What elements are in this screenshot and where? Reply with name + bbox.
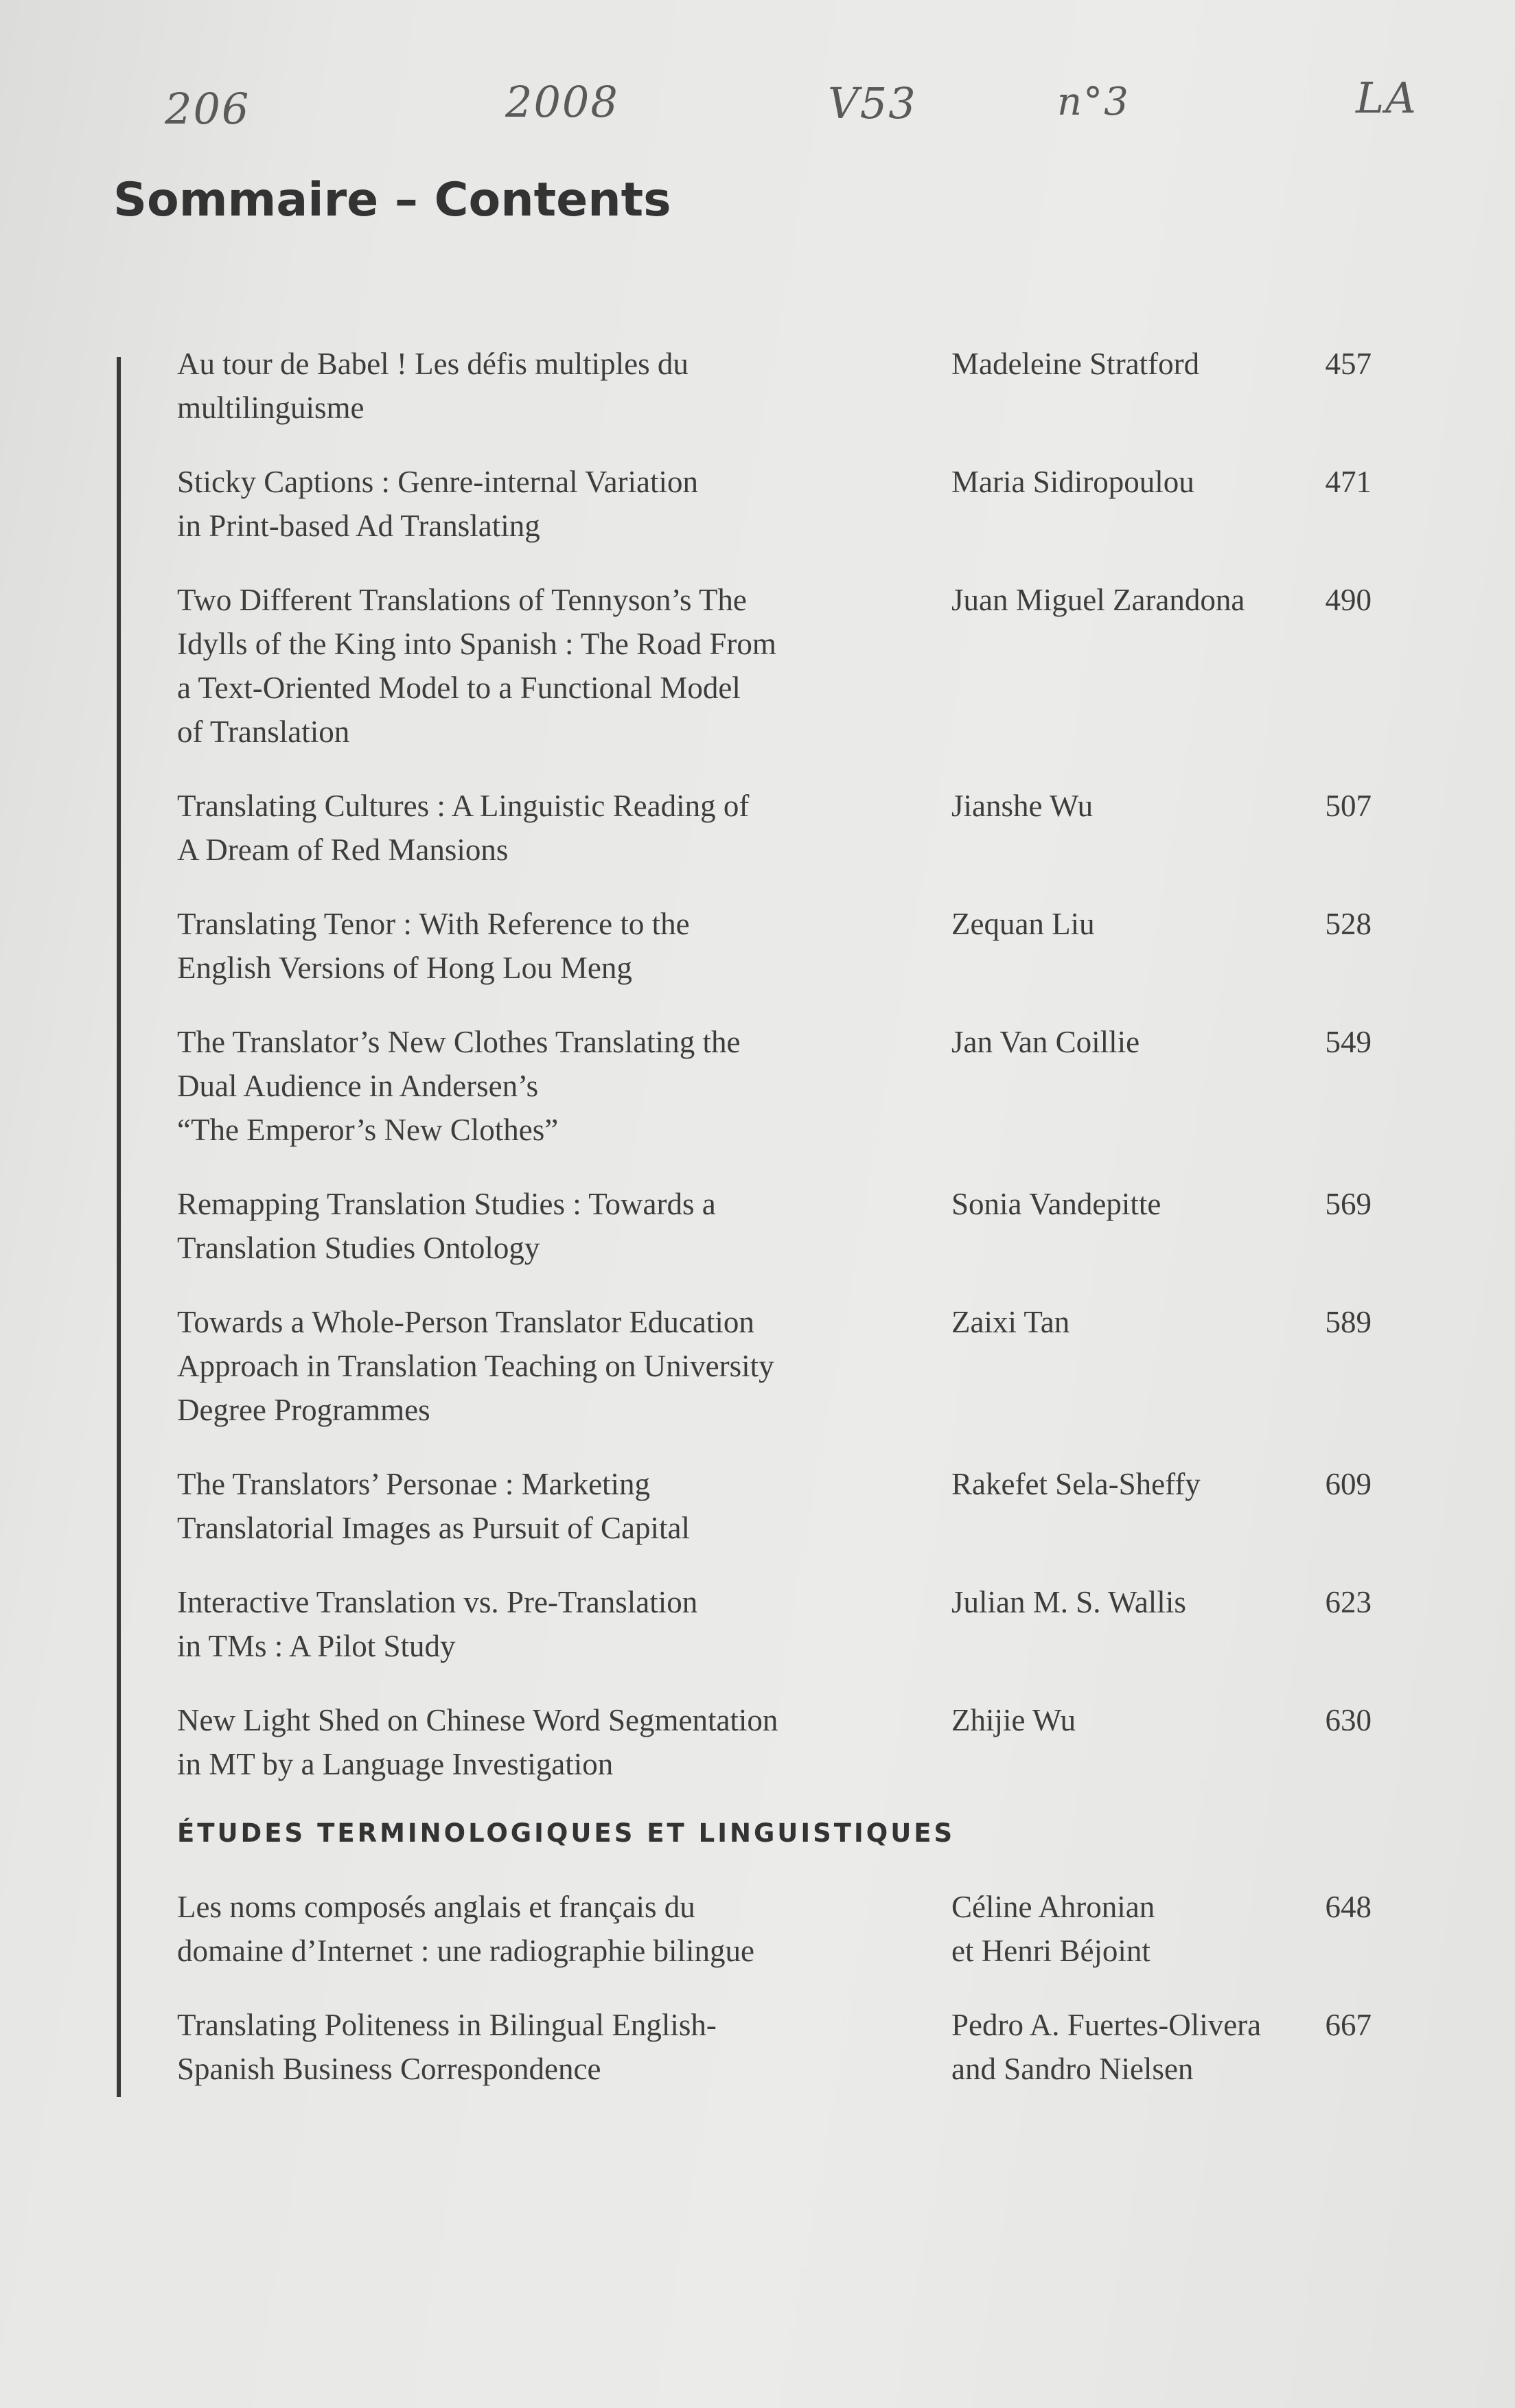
toc-entry xyxy=(177,1698,1385,1786)
entry-title-line: “The Emperor’s New Clothes” xyxy=(177,1113,559,1147)
entry-page-number: 648 xyxy=(1325,1890,1372,1924)
entry-author-line: Juan Miguel Zarandona xyxy=(951,583,1245,617)
entry-title xyxy=(177,1885,905,1973)
entry-title xyxy=(177,578,905,754)
toc-main-entries xyxy=(177,342,1385,1786)
handwritten-note: n°3 xyxy=(1057,80,1130,124)
entry-page-number: 490 xyxy=(1325,583,1372,617)
entry-title-line: Towards a Whole-Person Translator Education xyxy=(177,1305,754,1339)
toc-entry xyxy=(177,784,1385,872)
entry-page-number: 569 xyxy=(1325,1187,1372,1221)
entry-author-line: Jan Van Coillie xyxy=(951,1025,1140,1059)
entry-title xyxy=(177,784,905,872)
entry-title-line: The Translators’ Personae : Marketing xyxy=(177,1467,651,1501)
entry-title xyxy=(177,1020,905,1152)
entry-author xyxy=(905,902,1289,946)
entry-page-number: 609 xyxy=(1325,1467,1372,1501)
entry-title-line: Les noms composés anglais et français du xyxy=(177,1890,695,1924)
entry-author xyxy=(905,460,1289,504)
entry-page-number: 589 xyxy=(1325,1305,1372,1339)
entry-author xyxy=(905,1580,1289,1624)
entry-title-line: a Text-Oriented Model to a Functional Model xyxy=(177,671,741,705)
toc-entry xyxy=(177,1182,1385,1270)
entry-title xyxy=(177,1580,905,1668)
entry-title xyxy=(177,1300,905,1432)
entry-author-line: et Henri Béjoint xyxy=(951,1934,1150,1968)
entry-author-line: Céline Ahronian xyxy=(951,1890,1155,1924)
entry-page-number: 457 xyxy=(1325,347,1372,381)
entry-title-line: Approach in Translation Teaching on University xyxy=(177,1349,774,1383)
handwritten-note: V53 xyxy=(828,78,917,128)
entry-page-number: 528 xyxy=(1325,907,1372,941)
entry-page-number: 549 xyxy=(1325,1025,1372,1059)
entry-title xyxy=(177,902,905,990)
entry-title-line: Degree Programmes xyxy=(177,1393,430,1427)
page-title: Sommaire – Contents xyxy=(113,173,671,227)
entry-title-line: Two Different Translations of Tennyson’s The xyxy=(177,583,747,617)
toc-entry xyxy=(177,1462,1385,1550)
entry-title-line: Sticky Captions : Genre-internal Variation xyxy=(177,465,699,499)
entry-author-line: Pedro A. Fuertes-Olivera xyxy=(951,2008,1262,2042)
entry-author xyxy=(905,1020,1289,1064)
entry-author xyxy=(905,1885,1289,1973)
entry-author xyxy=(905,1698,1289,1742)
entry-title-line: Translatorial Images as Pursuit of Capital xyxy=(177,1511,690,1545)
entry-title-line: The Translator’s New Clothes Translating the xyxy=(177,1025,741,1059)
entry-author-line: Zequan Liu xyxy=(951,907,1095,941)
entry-author-line: and Sandro Nielsen xyxy=(951,2052,1194,2086)
handwritten-note: 206 xyxy=(165,84,251,134)
entry-title-line: Dual Audience in Andersen’s xyxy=(177,1069,539,1103)
entry-title-line: in MT by a Language Investigation xyxy=(177,1747,614,1781)
entry-page-number: 507 xyxy=(1325,789,1372,823)
entry-page-number: 667 xyxy=(1325,2008,1372,2042)
entry-title-line: A Dream of Red Mansions xyxy=(177,833,509,867)
table-of-contents xyxy=(177,342,1385,2121)
entry-author-line: Zhijie Wu xyxy=(951,1703,1076,1737)
entry-author-line: Jianshe Wu xyxy=(951,789,1094,823)
entry-title xyxy=(177,1182,905,1270)
entry-title-line: Spanish Business Correspondence xyxy=(177,2052,601,2086)
entry-author xyxy=(905,342,1289,386)
entry-title-line: English Versions of Hong Lou Meng xyxy=(177,951,632,985)
entry-author xyxy=(905,1462,1289,1506)
entry-title xyxy=(177,1698,905,1786)
handwritten-note: 2008 xyxy=(505,77,619,127)
entry-author-line: Rakefet Sela-Sheffy xyxy=(951,1467,1201,1501)
section-heading: ÉTUDES TERMINOLOGIQUES ET LINGUISTIQUES xyxy=(177,1818,956,1848)
entry-page-number: 630 xyxy=(1325,1703,1372,1737)
toc-entry xyxy=(177,1580,1385,1668)
entry-author-line: Julian M. S. Wallis xyxy=(951,1585,1186,1619)
entry-title-line: multilinguisme xyxy=(177,391,365,425)
toc-entry xyxy=(177,902,1385,990)
entry-author-line: Zaixi Tan xyxy=(951,1305,1070,1339)
entry-title-line: Interactive Translation vs. Pre-Translation xyxy=(177,1585,698,1619)
entry-title xyxy=(177,342,905,430)
entry-author-line: Madeleine Stratford xyxy=(951,347,1200,381)
entry-title xyxy=(177,1462,905,1550)
entry-title-line: in Print-based Ad Translating xyxy=(177,509,540,543)
entry-author xyxy=(905,2003,1289,2091)
toc-entry xyxy=(177,1885,1385,1973)
entry-title-line: Au tour de Babel ! Les défis multiples du xyxy=(177,347,689,381)
entry-title-line: Translation Studies Ontology xyxy=(177,1231,540,1265)
toc-entry xyxy=(177,460,1385,548)
toc-entry xyxy=(177,578,1385,754)
entry-author xyxy=(905,1182,1289,1226)
entry-author-line: Maria Sidiropoulou xyxy=(951,465,1194,499)
entry-author xyxy=(905,784,1289,828)
entry-author xyxy=(905,1300,1289,1344)
toc-entry xyxy=(177,1300,1385,1432)
entry-title xyxy=(177,2003,905,2091)
entry-author-line: Sonia Vandepitte xyxy=(951,1187,1161,1221)
entry-title-line: in TMs : A Pilot Study xyxy=(177,1629,456,1663)
entry-page-number: 623 xyxy=(1325,1585,1372,1619)
entry-title-line: Translating Politeness in Bilingual English- xyxy=(177,2008,717,2042)
entry-title-line: New Light Shed on Chinese Word Segmentation xyxy=(177,1703,778,1737)
entry-title-line: Translating Tenor : With Reference to the xyxy=(177,907,690,941)
toc-entry xyxy=(177,1020,1385,1152)
toc-entry xyxy=(177,2003,1385,2091)
entry-title-line: domaine d’Internet : une radiographie bilingue xyxy=(177,1934,754,1968)
entry-title-line: Remapping Translation Studies : Towards a xyxy=(177,1187,716,1221)
entry-title-line: Translating Cultures : A Linguistic Reading of xyxy=(177,789,750,823)
toc-entry xyxy=(177,342,1385,430)
entry-author xyxy=(905,578,1289,622)
entry-title-line: of Translation xyxy=(177,715,350,749)
handwritten-note: LA xyxy=(1356,73,1418,123)
toc-vertical-rule xyxy=(117,357,121,2097)
entry-title-line: Idylls of the King into Spanish : The Road From xyxy=(177,627,776,661)
entry-title xyxy=(177,460,905,548)
toc-section-entries xyxy=(177,1885,1385,2091)
entry-page-number: 471 xyxy=(1325,465,1372,499)
